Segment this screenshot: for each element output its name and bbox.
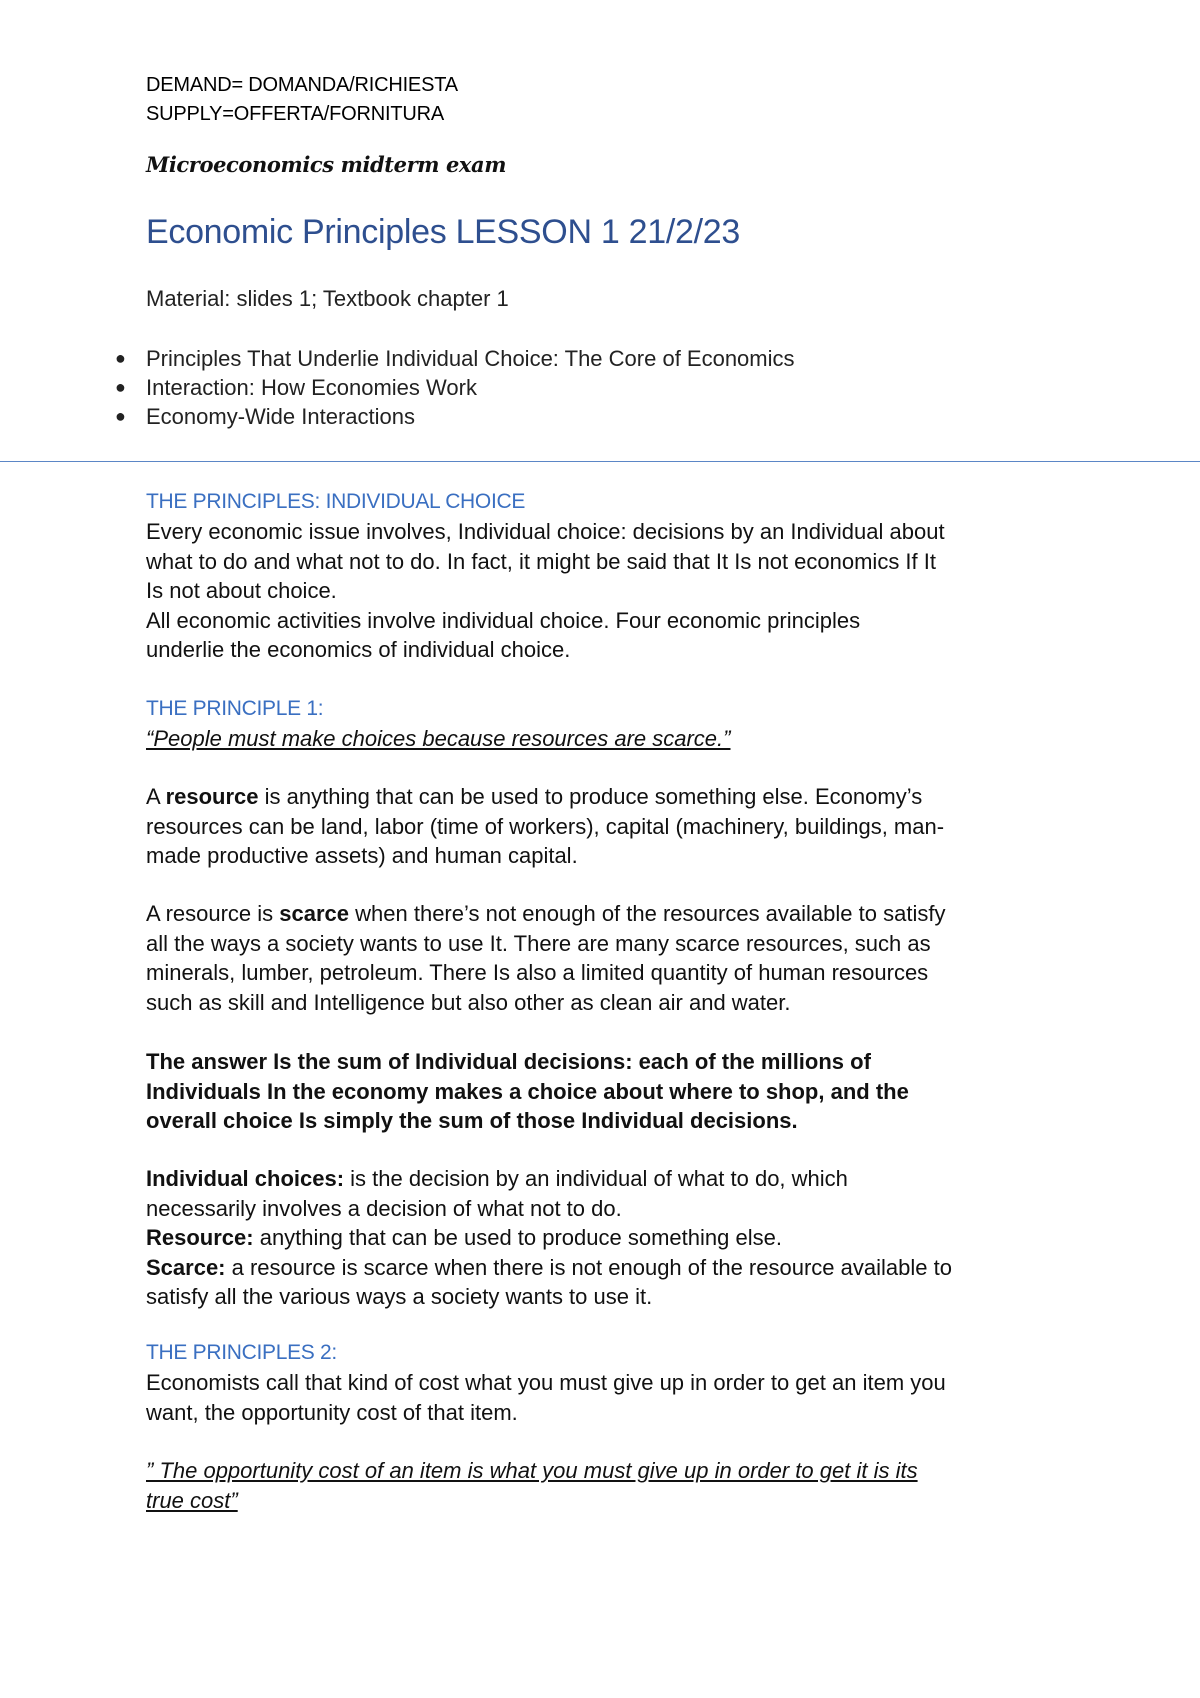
list-item (74, 344, 795, 373)
exam-title: Microeconomics midterm exam (146, 152, 507, 177)
text-line: Individuals In the economy makes a choice about where to shop, and the (146, 1078, 909, 1104)
text-line: A resource is anything that can be used to produce something else. Economy’s (146, 784, 923, 809)
list-item-text: Economy-Wide Interactions (146, 404, 415, 429)
bullet-icon: ● (115, 377, 126, 397)
text-line: necessarily involves a decision of what not to do. (146, 1195, 622, 1221)
text-line: satisfy all the various ways a society wants to use it. (146, 1284, 653, 1309)
scarce-paragraph (146, 899, 1076, 1017)
text-line: overall choice Is simply the sum of those Individual decisions. (146, 1108, 798, 1133)
page-title: Economic Principles LESSON 1 21/2/23 (146, 213, 740, 251)
text-line: want, the opportunity cost of that item. (146, 1399, 518, 1425)
supply-translation: SUPPLY=OFFERTA/FORNITURA (146, 103, 445, 125)
text-line: minerals, lumber, petroleum. There Is also a limited quantity of human resources (146, 960, 929, 985)
demand-translation: DEMAND= DOMANDA/RICHIESTA (146, 74, 458, 96)
text-line: Is not about choice. (146, 578, 337, 603)
text-line: what to do and what not to do. In fact, it might be said that It Is not economics If It (146, 548, 936, 574)
definition-resource: Resource: anything that can be used to produce something else. (146, 1225, 782, 1250)
list-item (74, 402, 795, 431)
text-line: All economic activities involve individual choice. Four economic principles (146, 607, 861, 633)
text-line: A resource is scarce when there’s not enough of the resources available to satisfy (146, 901, 946, 926)
text-line: Every economic issue involves, Individual choice: decisions by an Individual about (146, 519, 945, 544)
principle-1-quote: “People must make choices because resources are scarce.” (146, 726, 731, 751)
scarce-term: scarce (279, 901, 350, 926)
topics-list (74, 344, 795, 431)
bullet-icon: ● (115, 406, 126, 426)
definitions-block (146, 1164, 1076, 1312)
section-heading-principle-2: THE PRINCIPLES 2: (146, 1341, 337, 1364)
text-line: made productive assets) and human capital. (146, 843, 578, 868)
answer-paragraph (146, 1047, 1076, 1136)
quote-line: true cost” (146, 1487, 238, 1513)
text-line: such as skill and Intelligence but also other as clean air and water. (146, 989, 791, 1015)
resource-paragraph (146, 782, 1076, 871)
text-line: The answer Is the sum of Individual decisions: each of the millions of (146, 1049, 871, 1074)
definition-individual-choices: Individual choices: is the decision by an individual of what to do, which (146, 1166, 848, 1191)
list-item-text: Interaction: How Economies Work (146, 375, 477, 400)
section-divider (0, 461, 1200, 462)
material-line: Material: slides 1; Textbook chapter 1 (146, 286, 509, 311)
bullet-icon: ● (115, 348, 126, 368)
section-individual-choice-text (146, 517, 1076, 665)
section-heading-principle-1: THE PRINCIPLE 1: (146, 697, 324, 720)
opportunity-cost-quote (146, 1456, 918, 1515)
resource-term: resource (165, 784, 259, 809)
text-line: Economists call that kind of cost what you must give up in order to get an item you (146, 1370, 946, 1395)
text-line: resources can be land, labor (time of workers), capital (machinery, buildings, man- (146, 813, 945, 839)
text-line: all the ways a society wants to use It. There are many scarce resources, such as (146, 930, 931, 956)
text-line: underlie the economics of individual choice. (146, 637, 571, 662)
list-item (74, 373, 795, 402)
list-item-text: Principles That Underlie Individual Choice: The Core of Economics (146, 346, 795, 371)
quote-line: ” The opportunity cost of an item is what you must give up in order to get it is its (146, 1458, 918, 1483)
definition-scarce: Scarce: a resource is scarce when there is not enough of the resource available to (146, 1254, 952, 1280)
opportunity-cost-text (146, 1368, 1076, 1427)
section-heading-individual-choice: THE PRINCIPLES: INDIVIDUAL CHOICE (146, 490, 526, 513)
